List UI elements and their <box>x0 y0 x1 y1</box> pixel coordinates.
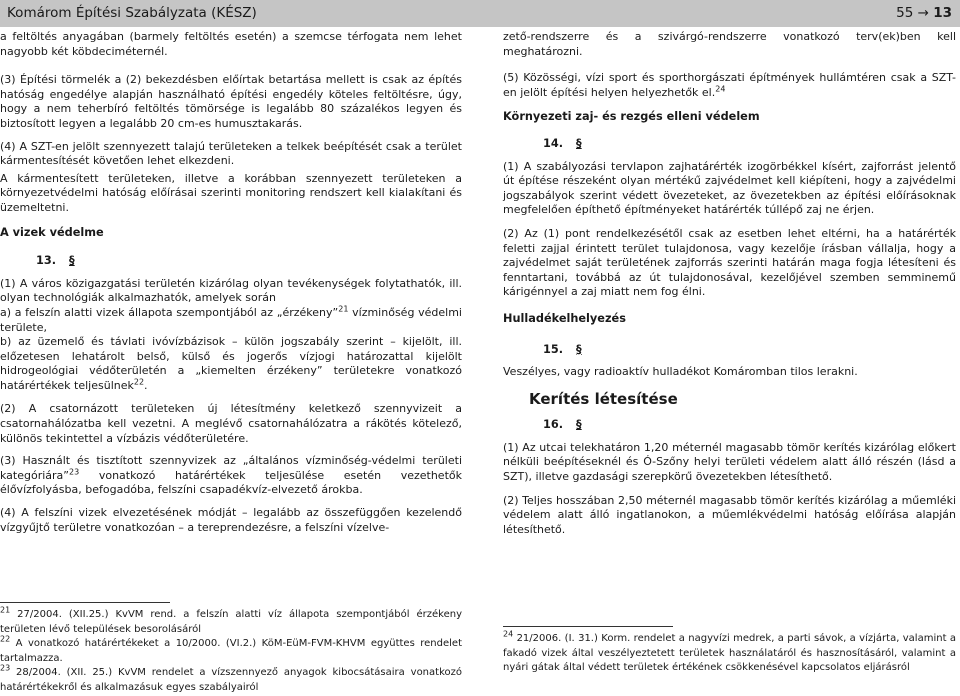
paragraph: (1) A szabályozási tervlapon zajhatárérték izogörbékkel kísért, zajforrást jelentő út építése részeként olyan mértékű zajvédelmet kell kiépíteni, hogy a zajvédelmi jogszabályok szerint védett övezeteket, az övezetekben az építési előírásoknak megfelelően építhető építményeket határérték túllépő zaj ne érjen. <box>503 159 956 217</box>
right-column <box>503 30 956 543</box>
paragraph: (2) Az (1) pont rendelkezésétől csak az esetben lehet eltérni, ha a határérték feletti zajjal érintett terület tulajdonosa, vagy kezelője írásban vállalja, hogy a zajvédelmet saját területének zajforrás szerinti határán maga fogja létesíteni és fenntartani, továbbá az út tulajdonosával, kezelőjével szemben semminemű kárigénnyel a zaj miatt nem fog élni. <box>503 226 956 299</box>
paragraph: a feltöltés anyagában (barmely feltöltés esetén) a szemcse térfogata nem lehet nagyobb két köbdeciméternél. <box>0 30 462 58</box>
footnote-divider-right <box>503 626 673 627</box>
footnotes-left <box>0 605 462 696</box>
footnotes-right <box>503 629 956 676</box>
footnote-ref[interactable]: 24 <box>715 84 726 94</box>
footnote <box>0 634 462 666</box>
footnote-divider-left <box>0 602 170 603</box>
text-run: (3) Használt és tisztított szennyvizek az „általános vízminőség-védelmi területi kategóriára” <box>0 454 462 482</box>
page-current: 13 <box>933 5 952 21</box>
footnote-text: 21/2006. (I. 31.) Korm. rendelet a nagyvízi medrek, a parti sávok, a vízjárta, valamint a fakadó vizek által veszélyeztetett területek használatáról és hasznosításáról, valamint a nyári gátak által védett területek értékének csökkenésével kapcsolatos eljárásról <box>503 633 956 674</box>
paragraph <box>0 454 462 498</box>
left-column <box>0 30 462 541</box>
paragraph: zető-rendszerre és a szivárgó-rendszerre vonatkozó terv(ek)ben kell meghatározni. <box>503 30 956 58</box>
paragraph-sign: § <box>576 342 582 356</box>
text-run: vonatkozó határértékek teljesülése esetén vezethetők élővízfolyásba, befogadóba, felszíni csapadékvíz-elvezető árokba. <box>0 468 462 497</box>
paragraph <box>0 335 462 393</box>
paragraph <box>0 306 462 335</box>
paragraph: Veszélyes, vagy radioaktív hulladékot Komáromban tilos lerakni. <box>503 365 858 379</box>
section-number <box>543 343 956 358</box>
section-heading: Hulladékelhelyezés <box>503 311 626 325</box>
footnote-text: 28/2004. (XII. 25.) KvVM rendelet a vízszennyező anyagok kibocsátásaira vonatkozó határértékekről és alkalmazásuk egyes szabályairól <box>0 667 462 693</box>
paragraph: (2) A csatornázott területeken új létesítmény keletkező szennyvizeit a csatornahálózatba kell vezetni. A meglévő csatornahálózatra a rákötés kötelező, különös tekintettel a vízbázis védőterületére. <box>0 402 462 445</box>
text-run: . <box>144 378 148 392</box>
paragraph: A kármentesített területeken, illetve a korábban szennyezett területeken a környezetvédelmi hatóság előírásai szerinti monitoring rendszert kell kialakítani és üzemeltetni. <box>0 171 462 214</box>
paragraph: (1) A város közigazgatási területén kizárólag olyan tevékenységek folytathatók, ill. olyan technológiák alkalmazhatók, amelyek során <box>0 276 462 305</box>
text-run: a) a felszín alatti vizek állapota szempontjából az „érzékeny” <box>0 305 339 319</box>
footnote-num: 23 <box>0 664 11 674</box>
paragraph-sign: § <box>576 136 582 150</box>
section-heading: Kerítés létesítése <box>529 389 678 408</box>
paragraph: (4) A SZT-en jelölt szennyezett talajú területeken a telkek beépítését csak a terület kármentesítését követően lehet elkezdeni. <box>0 139 462 168</box>
paragraph: (4) A felszíni vizek elvezetésének módját – legalább az összefüggően kezelendő vízgyűjtő területre vonatkozóan – a tereprendezésre, a felszíni vízelve- <box>0 506 462 534</box>
section-number <box>36 254 462 269</box>
footnote <box>0 605 462 637</box>
arrow-icon: → <box>917 5 929 21</box>
footnote-num: 21 <box>0 605 11 615</box>
section-heading: Környezeti zaj- és rezgés elleni védelem <box>503 110 760 124</box>
section-num-text: 14. <box>543 136 564 150</box>
page-number <box>896 5 952 21</box>
paragraph: (2) Teljes hosszában 2,50 méternél magasabb tömör kerítés kizárólag a műemléki védelem alatt álló ingatlanokon, a műemlékvédelmi hatóság előírása alapján létesíthető. <box>503 493 956 536</box>
footnote-ref[interactable]: 21 <box>338 304 349 314</box>
paragraph: (1) Az utcai telekhatáron 1,20 méternél magasabb tömör kerítés kizárólag előkert nélküli beépítéseknél és Ó-Szőny helyi területi védelem alatt álló részén (lásd a SZT), illetve gazdasági szerepkörű övezetekben létesíthető. <box>503 440 956 484</box>
text-run: b) az üzemelő és távlati ivóvízbázisok – külön jogszabály szerint – kijelölt, ill. előzetesen lehatárolt belső, külső és jogerős vízjogi határozattal kijelölt hidrogeológiai védőterületén a „kiemelten érzékeny” területekre vonatkozó határértékek teljesülnek <box>0 335 462 392</box>
footnote-num: 22 <box>0 634 11 644</box>
section-num-text: 13. <box>36 254 57 268</box>
footnote-num: 24 <box>503 629 514 639</box>
text-run: (5) Közösségi, vízi sport és sporthorgászati építmények hullámtéren csak a SZT-en jelölt építési helyen helyezhetők el. <box>503 71 956 99</box>
section-number <box>543 137 956 152</box>
footnote-ref[interactable]: 23 <box>69 467 80 477</box>
paragraph: (3) Építési törmelék a (2) bekezdésben előírtak betartása mellett is csak az építés hatóság engedélye alapján használható építési engedély köteles feltöltésre, úgy, hogy a nem teherbíró feltöltés tömörsége is legalább 80 százalékos legyen és biztosított legyen a legalább 20 cm-es humusztakarás. <box>0 73 462 130</box>
text-run: vízminőség védelmi területe, <box>0 305 462 334</box>
section-heading: A vizek védelme <box>0 225 104 239</box>
section-num-text: 15. <box>543 342 564 356</box>
paragraph-sign: § <box>576 418 582 432</box>
paragraph <box>503 71 956 100</box>
footnote <box>0 666 462 695</box>
footnote-text: A vonatkozó határértékeket a 10/2000. (VI.2.) KöM-EüM-FVM-KHVM együttes rendelet tartalmazza. <box>0 638 462 664</box>
document-title: Komárom Építési Szabályzata (KÉSZ) <box>7 5 257 21</box>
footnote <box>503 629 956 676</box>
section-number <box>543 418 956 433</box>
footnote-ref[interactable]: 22 <box>133 377 145 387</box>
page-prefix: 55 <box>896 5 914 21</box>
section-num-text: 16. <box>543 418 564 432</box>
paragraph-sign: § <box>69 254 75 268</box>
footnote-text: 27/2004. (XII.25.) KvVM rend. a felszín alatti víz állapota szempontjából érzékeny területen lévő települések besorolásáról <box>0 609 462 635</box>
page-header <box>0 0 960 29</box>
